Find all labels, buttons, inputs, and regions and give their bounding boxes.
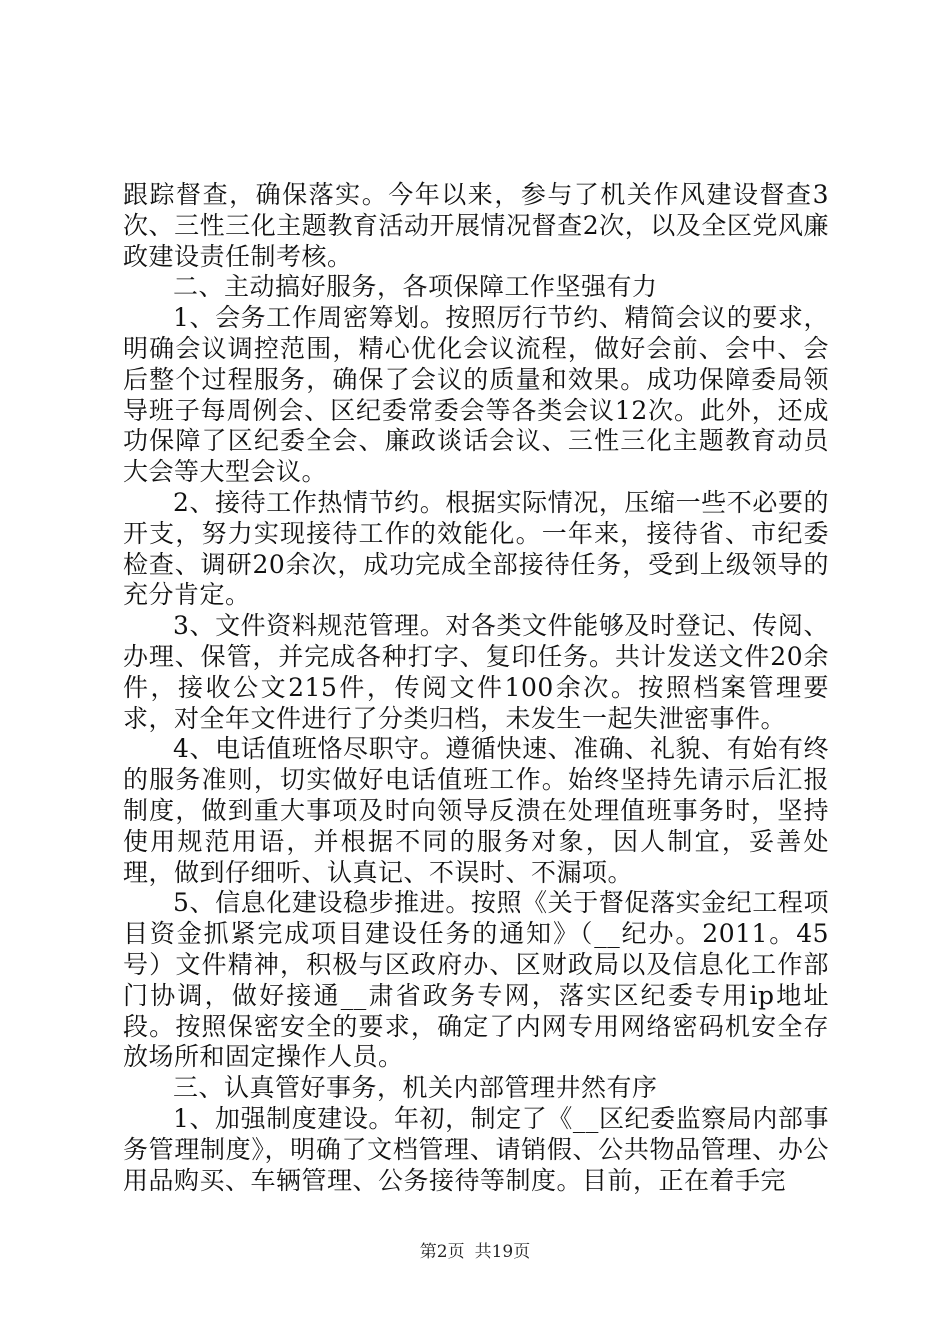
section-heading: 三、认真管好事务，机关内部管理井然有序 <box>173 1073 658 1103</box>
body-paragraph: 跟踪督查，确保落实。今年以来，参与了机关作风建设督查3次、三性三化主题教育活动开展情况督查2次，以及全区党风廉政建设责任制考核。 <box>123 180 829 271</box>
body-paragraph: 2、接待工作热情节约。根据实际情况，压缩一些不必要的开支，努力实现接待工作的效能化。一年来，接待省、市纪委检查、调研20余次，成功完成全部接待任务，受到上级领导的充分肯定。 <box>123 487 829 610</box>
body-paragraph: 1、加强制度建设。年初，制定了《__区纪委监察局内部事务管理制度》，明确了文档管理、请销假、公共物品管理、办公用品购买、车辆管理、公务接待等制度。目前，正在着手完 <box>123 1103 829 1195</box>
page-total: 共19页 <box>474 1242 531 1262</box>
body-paragraph: 5、信息化建设稳步推进。按照《关于督促落实金纪工程项目资金抓紧完成项目建设任务的通知》（__纪办。2011。45号）文件精神，积极与区政府办、区财政局以及信息化工作部门协调，做好接通__肃省政务专网，落实区纪委专用ip地址段。按照保密安全的要求，确定了内网专用网络密码机安全存放场所和固定操作人员。 <box>123 888 829 1072</box>
document-body <box>123 180 829 1196</box>
body-paragraph: 4、电话值班恪尽职守。遵循快速、准确、礼貌、有始有终的服务准则，切实做好电话值班工作。始终坚持先请示后汇报制度，做到重大事项及时向领导反溃在处理值班事务时，坚持使用规范用语，并根据不同的服务对象，因人制宜，妥善处理，做到仔细听、认真记、不误时、不漏项。 <box>123 734 829 887</box>
body-paragraph: 1、会务工作周密筹划。按照厉行节约、精简会议的要求，明确会议调控范围，精心优化会议流程，做好会前、会中、会后整个过程服务，确保了会议的质量和效果。成功保障委局领导班子每周例会、区纪委常委会等各类会议12次。此外，还成功保障了区纪委全会、廉政谈话会议、三性三化主题教育动员大会等大型会议。 <box>123 303 829 487</box>
body-paragraph: 3、文件资料规范管理。对各类文件能够及时登记、传阅、办理、保管，并完成各种打字、复印任务。共计发送文件20余件，接收公文215件，传阅文件100余次。按照档案管理要求，对全年文件进行了分类归档，未发生一起失泄密事件。 <box>123 611 829 733</box>
section-heading: 二、主动搞好服务，各项保障工作坚强有力 <box>173 272 658 302</box>
page-footer <box>0 1242 950 1262</box>
page-number: 第2页 <box>419 1242 465 1262</box>
